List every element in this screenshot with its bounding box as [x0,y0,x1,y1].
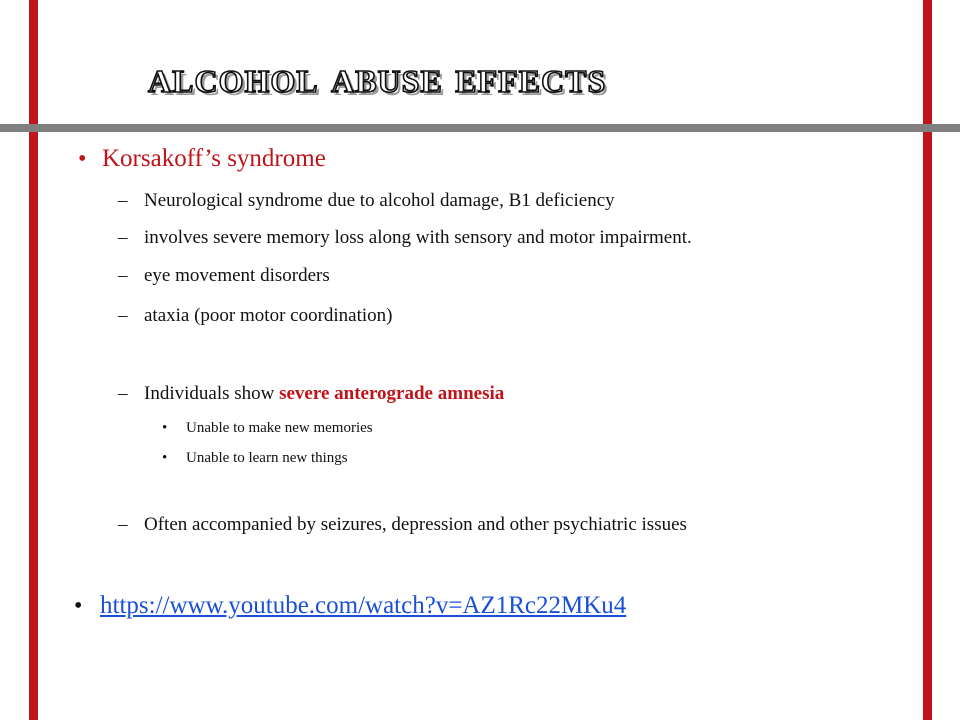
right-red-bar [923,0,932,720]
list-item [118,514,687,536]
sub-list-item-text: Unable to learn new things [186,450,348,466]
list-item [118,305,393,327]
sub-list-item [162,420,373,437]
sub-list-item [162,450,348,467]
sub-bullet-icon: • [162,450,168,466]
sub-list-item-text: Unable to make new memories [186,420,373,436]
title-divider [0,124,960,132]
list-item-text: eye movement disorders [144,265,330,286]
list-item [118,227,692,249]
section-heading: Korsakoff’s syndrome [102,145,326,172]
slide-title: alcohol abuse effects [148,51,607,102]
dash-icon: – [118,190,128,211]
list-item-amnesia [118,383,504,405]
list-item [118,265,330,287]
dash-icon: – [118,514,128,535]
amnesia-prefix: Individuals show [144,383,280,404]
slide: alcohol abuse effects • Korsakoff’s syndrome – Neurological syndrome due to alcohol damage, B1 deficiency – involves severe memory loss along with sensory and motor impairment. – eye movement disorders – ataxia (poor motor coordination) – Individuals show severe anterograde amnesia • Unable to make new memories • Unable to learn new things – Often accompanied by seizures, depression and other psychiatric issues • https://www.youtube.com/watch?v=AZ1Rc22MKu4 [0,0,960,720]
list-item-text: Neurological syndrome due to alcohol damage, B1 deficiency [144,190,615,211]
list-item-text: involves severe memory loss along with sensory and motor impairment. [144,227,692,248]
dash-icon: – [118,227,128,248]
list-item [118,190,615,212]
video-link[interactable]: https://www.youtube.com/watch?v=AZ1Rc22MKu4 [100,592,627,619]
list-item-text: ataxia (poor motor coordination) [144,305,393,326]
dash-icon: – [118,383,128,404]
amnesia-highlight: severe anterograde amnesia [279,383,505,404]
dash-icon: – [118,265,128,286]
list-item-text: Often accompanied by seizures, depression and other psychiatric issues [144,514,687,535]
sub-bullet-icon: • [162,420,168,436]
left-red-bar [29,0,38,720]
dash-icon: – [118,305,128,326]
